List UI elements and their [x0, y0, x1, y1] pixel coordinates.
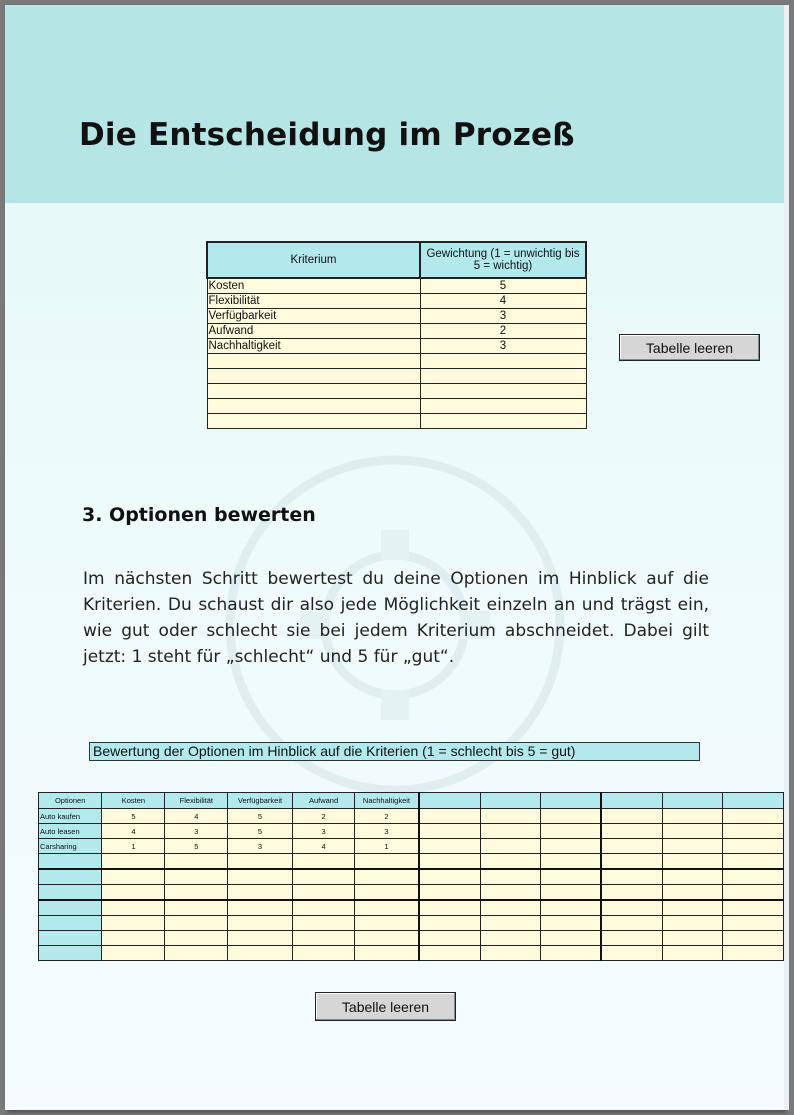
- rating-cell[interactable]: [723, 931, 784, 946]
- weight-cell[interactable]: 5: [420, 278, 586, 294]
- rating-cell[interactable]: [662, 854, 722, 870]
- criteria-row: [207, 278, 586, 294]
- rating-cell[interactable]: [541, 839, 602, 854]
- weight-cell[interactable]: 3: [420, 339, 586, 354]
- rating-cell[interactable]: [419, 839, 480, 854]
- rating-cell[interactable]: [480, 900, 540, 916]
- rating-cell[interactable]: [480, 931, 540, 946]
- rating-header-cell: Flexibilität: [165, 793, 228, 809]
- criterion-cell[interactable]: [207, 369, 420, 384]
- rating-header-cell: Nachhaltigkeit: [355, 793, 419, 809]
- rating-cell[interactable]: 5: [228, 809, 293, 824]
- criterion-cell[interactable]: [207, 354, 420, 369]
- rating-cell[interactable]: [355, 885, 419, 901]
- clear-criteria-table-button[interactable]: Tabelle leeren: [619, 334, 760, 361]
- clear-rating-table-button[interactable]: Tabelle leeren: [315, 992, 456, 1021]
- rating-cell[interactable]: [228, 900, 293, 916]
- rating-cell[interactable]: [419, 931, 480, 946]
- rating-cell[interactable]: [480, 885, 540, 901]
- rating-cell[interactable]: [723, 809, 784, 824]
- weight-cell[interactable]: [420, 399, 586, 414]
- option-cell[interactable]: [39, 916, 102, 931]
- rating-row: [39, 946, 784, 961]
- rating-cell[interactable]: [601, 869, 662, 885]
- option-cell[interactable]: Carsharing: [39, 839, 102, 854]
- rating-cell[interactable]: [292, 900, 355, 916]
- rating-cell[interactable]: [355, 946, 419, 961]
- rating-cell[interactable]: [292, 931, 355, 946]
- rating-cell[interactable]: [601, 809, 662, 824]
- rating-row: [39, 839, 784, 854]
- rating-cell[interactable]: [662, 824, 722, 839]
- rating-cell[interactable]: [662, 900, 722, 916]
- rating-cell[interactable]: [292, 854, 355, 870]
- rating-cell[interactable]: 3: [355, 824, 419, 839]
- rating-cell[interactable]: [541, 885, 602, 901]
- criteria-row: [207, 384, 586, 399]
- rating-cell[interactable]: [228, 916, 293, 931]
- rating-cell[interactable]: [480, 869, 540, 885]
- rating-cell[interactable]: [165, 885, 228, 901]
- rating-cell[interactable]: [662, 931, 722, 946]
- rating-cell[interactable]: [541, 916, 602, 931]
- page-title: Die Entscheidung im Prozeß: [79, 117, 575, 153]
- criteria-row: [207, 369, 586, 384]
- rating-cell[interactable]: [480, 824, 540, 839]
- rating-cell[interactable]: [228, 885, 293, 901]
- instruction-paragraph: Im nächsten Schritt bewertest du deine Optionen im Hinblick auf die Kriterien. Du schaust dir also jede Möglichkeit einzeln an und trägst ein, wie gut oder schlecht sie bei jedem Kriterium abschneidet. Dabei gilt jetzt: 1 steht für „schlecht“ und 5 für „gut“.: [83, 569, 709, 667]
- page-edge: [784, 5, 789, 1110]
- weight-cell[interactable]: 2: [420, 324, 586, 339]
- rating-cell[interactable]: [541, 946, 602, 961]
- rating-row: [39, 854, 784, 870]
- rating-cell[interactable]: [662, 916, 722, 931]
- rating-cell[interactable]: [723, 854, 784, 870]
- rating-row: [39, 931, 784, 946]
- rating-cell[interactable]: [292, 869, 355, 885]
- rating-cell[interactable]: [541, 809, 602, 824]
- rating-caption: Bewertung der Optionen im Hinblick auf die Kriterien (1 = schlecht bis 5 = gut): [89, 742, 700, 761]
- rating-cell[interactable]: [102, 931, 165, 946]
- criteria-row: [207, 399, 586, 414]
- rating-cell[interactable]: [601, 824, 662, 839]
- rating-cell[interactable]: [419, 900, 480, 916]
- rating-cell[interactable]: 4: [165, 809, 228, 824]
- rating-header-cell: Verfügbarkeit: [228, 793, 293, 809]
- rating-cell[interactable]: [601, 839, 662, 854]
- option-cell[interactable]: Auto leasen: [39, 824, 102, 839]
- weight-cell[interactable]: [420, 354, 586, 369]
- criterion-cell[interactable]: [207, 414, 420, 429]
- rating-header-cell: [480, 793, 540, 809]
- rating-header-cell: [601, 793, 662, 809]
- criteria-row: [207, 324, 586, 339]
- criteria-header-weight: Gewichtung (1 = unwichtig bis 5 = wichtig): [420, 242, 586, 278]
- rating-header-cell: Kosten: [102, 793, 165, 809]
- option-cell[interactable]: [39, 854, 102, 870]
- section-heading: 3. Optionen bewerten: [82, 504, 316, 526]
- rating-cell[interactable]: [228, 931, 293, 946]
- rating-cell[interactable]: [541, 854, 602, 870]
- rating-cell[interactable]: [601, 854, 662, 870]
- criterion-cell[interactable]: [207, 399, 420, 414]
- rating-header-cell: Aufwand: [292, 793, 355, 809]
- rating-cell[interactable]: [165, 854, 228, 870]
- rating-cell[interactable]: 3: [165, 824, 228, 839]
- option-cell[interactable]: [39, 946, 102, 961]
- rating-cell[interactable]: 5: [228, 824, 293, 839]
- rating-cell[interactable]: [601, 900, 662, 916]
- rating-cell[interactable]: [292, 946, 355, 961]
- rating-cell[interactable]: [102, 916, 165, 931]
- rating-row: [39, 916, 784, 931]
- rating-cell[interactable]: 4: [292, 839, 355, 854]
- weight-cell[interactable]: [420, 369, 586, 384]
- rating-cell[interactable]: 4: [102, 824, 165, 839]
- rating-cell[interactable]: [292, 885, 355, 901]
- rating-cell[interactable]: [419, 824, 480, 839]
- rating-cell[interactable]: [601, 885, 662, 901]
- rating-cell[interactable]: 3: [292, 824, 355, 839]
- rating-cell[interactable]: 5: [102, 809, 165, 824]
- rating-cell[interactable]: [165, 869, 228, 885]
- weight-cell[interactable]: 3: [420, 309, 586, 324]
- rating-cell[interactable]: [662, 839, 722, 854]
- rating-cell[interactable]: 1: [102, 839, 165, 854]
- rating-header-cell: [662, 793, 722, 809]
- rating-cell[interactable]: [480, 946, 540, 961]
- rating-cell[interactable]: [102, 869, 165, 885]
- rating-cell[interactable]: [662, 946, 722, 961]
- criterion-cell[interactable]: Kosten: [207, 278, 420, 294]
- rating-header-cell: [419, 793, 480, 809]
- criteria-row: [207, 339, 586, 354]
- rating-cell[interactable]: [662, 885, 722, 901]
- rating-cell[interactable]: [723, 869, 784, 885]
- rating-cell[interactable]: [165, 916, 228, 931]
- rating-cell[interactable]: [355, 900, 419, 916]
- rating-cell[interactable]: [419, 854, 480, 870]
- option-cell[interactable]: [39, 885, 102, 901]
- rating-cell[interactable]: [419, 946, 480, 961]
- rating-cell[interactable]: [541, 824, 602, 839]
- rating-cell[interactable]: [165, 946, 228, 961]
- rating-cell[interactable]: [480, 809, 540, 824]
- criterion-cell[interactable]: Flexibilität: [207, 294, 420, 309]
- rating-cell[interactable]: [355, 869, 419, 885]
- rating-cell[interactable]: [601, 946, 662, 961]
- rating-cell[interactable]: [355, 931, 419, 946]
- rating-cell[interactable]: [662, 809, 722, 824]
- rating-header-cell: [723, 793, 784, 809]
- criterion-cell[interactable]: Verfügbarkeit: [207, 309, 420, 324]
- rating-row: [39, 824, 784, 839]
- rating-cell[interactable]: [723, 900, 784, 916]
- criterion-cell[interactable]: Aufwand: [207, 324, 420, 339]
- criteria-row: [207, 414, 586, 429]
- criterion-cell[interactable]: Nachhaltigkeit: [207, 339, 420, 354]
- option-cell[interactable]: Auto kaufen: [39, 809, 102, 824]
- rating-cell[interactable]: [228, 869, 293, 885]
- rating-cell[interactable]: [165, 900, 228, 916]
- rating-cell[interactable]: [723, 946, 784, 961]
- weight-cell[interactable]: [420, 414, 586, 429]
- rating-header-cell: [541, 793, 602, 809]
- rating-cell[interactable]: [165, 931, 228, 946]
- rating-cell[interactable]: [723, 839, 784, 854]
- rating-cell[interactable]: [601, 931, 662, 946]
- header-band: [5, 5, 784, 203]
- rating-cell[interactable]: [480, 839, 540, 854]
- rating-cell[interactable]: [723, 824, 784, 839]
- rating-cell[interactable]: [419, 869, 480, 885]
- criteria-row: [207, 309, 586, 324]
- rating-header-cell: Optionen: [39, 793, 102, 809]
- rating-cell[interactable]: [419, 809, 480, 824]
- criteria-row: [207, 354, 586, 369]
- rating-cell[interactable]: [480, 854, 540, 870]
- rating-cell[interactable]: [662, 869, 722, 885]
- option-cell[interactable]: [39, 900, 102, 916]
- rating-cell[interactable]: [355, 854, 419, 870]
- rating-cell[interactable]: 2: [292, 809, 355, 824]
- rating-cell[interactable]: 5: [165, 839, 228, 854]
- rating-row: [39, 900, 784, 916]
- rating-row: [39, 869, 784, 885]
- rating-cell[interactable]: [355, 916, 419, 931]
- criterion-cell[interactable]: [207, 384, 420, 399]
- weight-cell[interactable]: [420, 384, 586, 399]
- rating-cell[interactable]: [102, 900, 165, 916]
- rating-cell[interactable]: [419, 885, 480, 901]
- rating-cell[interactable]: [601, 916, 662, 931]
- rating-cell[interactable]: [541, 931, 602, 946]
- rating-cell[interactable]: [228, 946, 293, 961]
- rating-cell[interactable]: [102, 885, 165, 901]
- rating-row: [39, 885, 784, 901]
- criteria-row: [207, 294, 586, 309]
- document-page: [5, 5, 784, 1110]
- criteria-table: [206, 241, 587, 429]
- rating-cell[interactable]: [102, 946, 165, 961]
- rating-cell[interactable]: [419, 916, 480, 931]
- rating-cell[interactable]: [480, 916, 540, 931]
- rating-cell[interactable]: 1: [355, 839, 419, 854]
- rating-cell[interactable]: [723, 885, 784, 901]
- weight-cell[interactable]: 4: [420, 294, 586, 309]
- rating-table: [38, 792, 784, 961]
- rating-cell[interactable]: 3: [228, 839, 293, 854]
- rating-row: [39, 809, 784, 824]
- rating-cell[interactable]: [541, 869, 602, 885]
- rating-cell[interactable]: [541, 900, 602, 916]
- rating-cell[interactable]: [723, 916, 784, 931]
- option-cell[interactable]: [39, 869, 102, 885]
- rating-cell[interactable]: 2: [355, 809, 419, 824]
- rating-cell[interactable]: [228, 854, 293, 870]
- rating-cell[interactable]: [102, 854, 165, 870]
- rating-cell[interactable]: [292, 916, 355, 931]
- option-cell[interactable]: [39, 931, 102, 946]
- criteria-header-criterion: Kriterium: [207, 242, 420, 278]
